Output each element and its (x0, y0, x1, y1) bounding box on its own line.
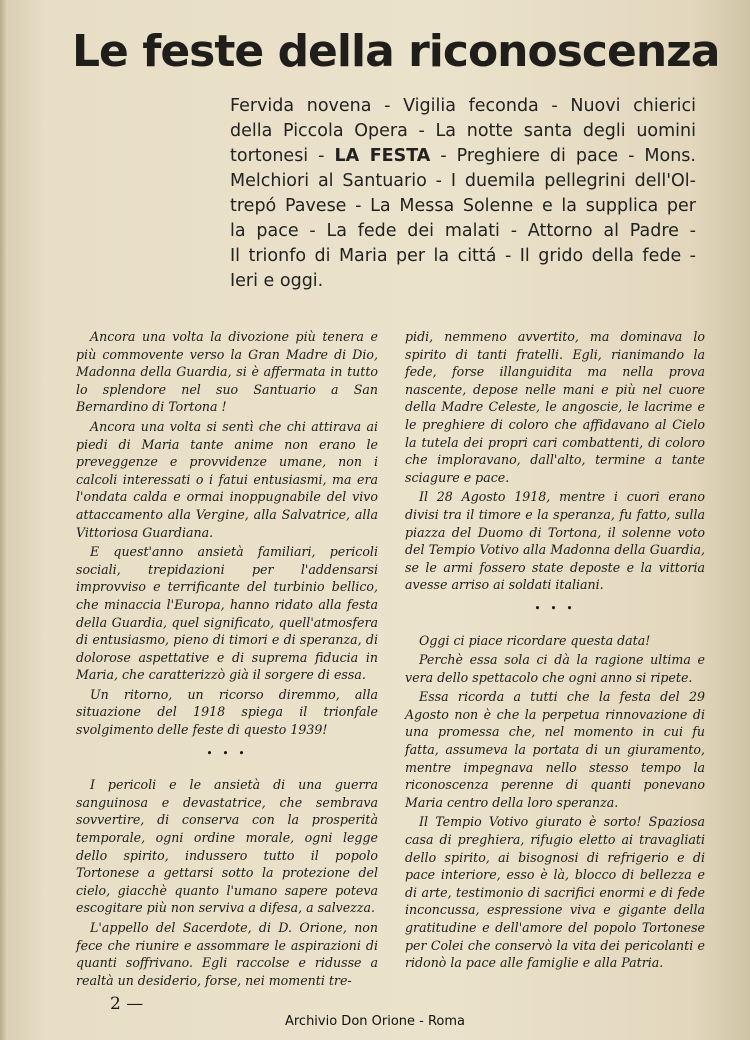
article-title: Le feste della riconoscenza (72, 26, 720, 77)
paragraph: L'appello del Sacerdote, di D. Orione, non fece che riunire e assommare le aspirazioni di quanti soffrivano. Egli raccolse e ridusse a realtà un desiderio, forse, nei momenti tre- (76, 920, 378, 988)
paragraph: Un ritorno, un ricorso diremmo, alla situazione del 1918 spiega il trionfale svolgimento delle feste di questo 1939! (76, 686, 378, 738)
summary-line: Ieri e oggi. (230, 271, 324, 291)
paragraph: Ancora una volta si sentì che chi attirava ai piedi di Maria tante anime non erano le preveggenze e provvidenze umane, non i calcoli interessati o i fatui entusiasmi, ma era l'ondata calda e ormai inoppugnabile del vivo attaccamento alla Vergine, alla Salvatrice, alla Vittoriosa Guardiana. (76, 418, 378, 540)
article-summary (230, 94, 696, 294)
paragraph: E quest'anno ansietà familiari, pericoli sociali, trepidazioni per l'addensarsi improvviso e terrificante del turbinio bellico, che minaccia l'Europa, hanno ridato alla festa della Guardia, quel significato, quell'atmosfera di entusiasmo, pieno di timori e di speranza, di dolorose aspettative e di suprema fiducia in Maria, che caratterizzò già il sorgere di essa. (76, 544, 378, 683)
page-edge (0, 0, 8, 1040)
page-number: 2 — (110, 994, 144, 1014)
paragraph: Il 28 Agosto 1918, mentre i cuori erano divisi tra il timore e la speranza, fu fatto, sulla piazza del Duomo di Tortona, il solenne voto del Tempio Votivo alla Madonna della Guardia, se le armi fossero state deposte e la vittoria avesse arriso ai soldati italiani. (405, 489, 705, 593)
summary-line: della Piccola Opera - La notte santa degli uomini (230, 121, 696, 141)
summary-text: - Preghiere di pace - Mons. (430, 146, 696, 166)
summary-line: Fervida novena - Vigilia feconda - Nuovi chierici (230, 96, 696, 116)
summary-line (230, 144, 696, 169)
section-separator: • • • (206, 746, 248, 760)
paragraph: Perchè essa sola ci dà la ragione ultima e vera dello spettacolo che ogni anno si ripete. (405, 652, 705, 685)
paragraph: Essa ricorda a tutti che la festa del 29 Agosto non è che la perpetua rinnovazione di una promessa che, nel momento in cui fu fatta, assumeva la portata di un giuramento, mentre impegnava nello stesso tempo la riconoscenza perenne di quanti ponevano Maria centro della loro speranza. (405, 689, 705, 810)
summary-bold: LA FESTA (334, 146, 431, 166)
section-separator: • • • (534, 601, 576, 615)
summary-text: tortonesi - (230, 146, 335, 166)
summary-line: trepó Pavese - La Messa Solenne e la supplica per (230, 196, 696, 216)
right-column (405, 328, 705, 974)
paragraph: Il Tempio Votivo giurato è sorto! Spaziosa casa di preghiera, rifugio eletto ai travagliati dello spirito, ai bisognosi di refrigerio e di pace interiore, esso è là, blocco di bellezza e di arte, testimonio di sacrifici enormi e di fede inconcussa, espressione viva e gigante della gratitudine e dell'amore del popolo Tortonese per Colei che conservò la vita dei pericolanti e ridonò la pace alle famiglie e alla Patria. (405, 814, 705, 971)
paragraph: Oggi ci piace ricordare questa data! (419, 632, 651, 648)
summary-line: Il trionfo di Maria per la cittá - Il grido della fede - (230, 246, 696, 266)
summary-line: Melchiori al Santuario - I duemila pellegrini dell'Ol- (230, 171, 696, 191)
paragraph: I pericoli e le ansietà di una guerra sanguinosa e devastatrice, che sembrava sovvertire, di conserva con la prosperità temporale, ogni ordine morale, ogni legge dello spirito, indussero tutto il popolo Tortonese a gettarsi sotto la protezione del cielo, giacchè quanto l'umano sapere poteva escogitare più non serviva a difesa, a salvezza. (76, 777, 378, 916)
paragraph: pidi, nemmeno avvertito, ma dominava lo spirito di tanti fratelli. Egli, rianimando la fede, forse illanguidita ma nella prova nascente, depose nelle mani e più nel cuore della Madre Celeste, le angoscie, le lacrime e le preghiere di coloro che affidavano al Cielo la tutela dei propri cari combattenti, di coloro che imploravano, dall'alto, termine a tante sciagure e pace. (405, 329, 705, 485)
left-column (76, 328, 378, 991)
archive-footer: Archivio Don Orione - Roma (284, 1014, 466, 1029)
paragraph: Ancora una volta la divozione più tenera e più commovente verso la Gran Madre di Dio, Madonna della Guardia, si è affermata in tutto lo splendore nel suo Santuario a San Bernardino di Tortona ! (76, 329, 378, 415)
summary-line: la pace - La fede dei malati - Attorno al Padre - (230, 221, 696, 241)
